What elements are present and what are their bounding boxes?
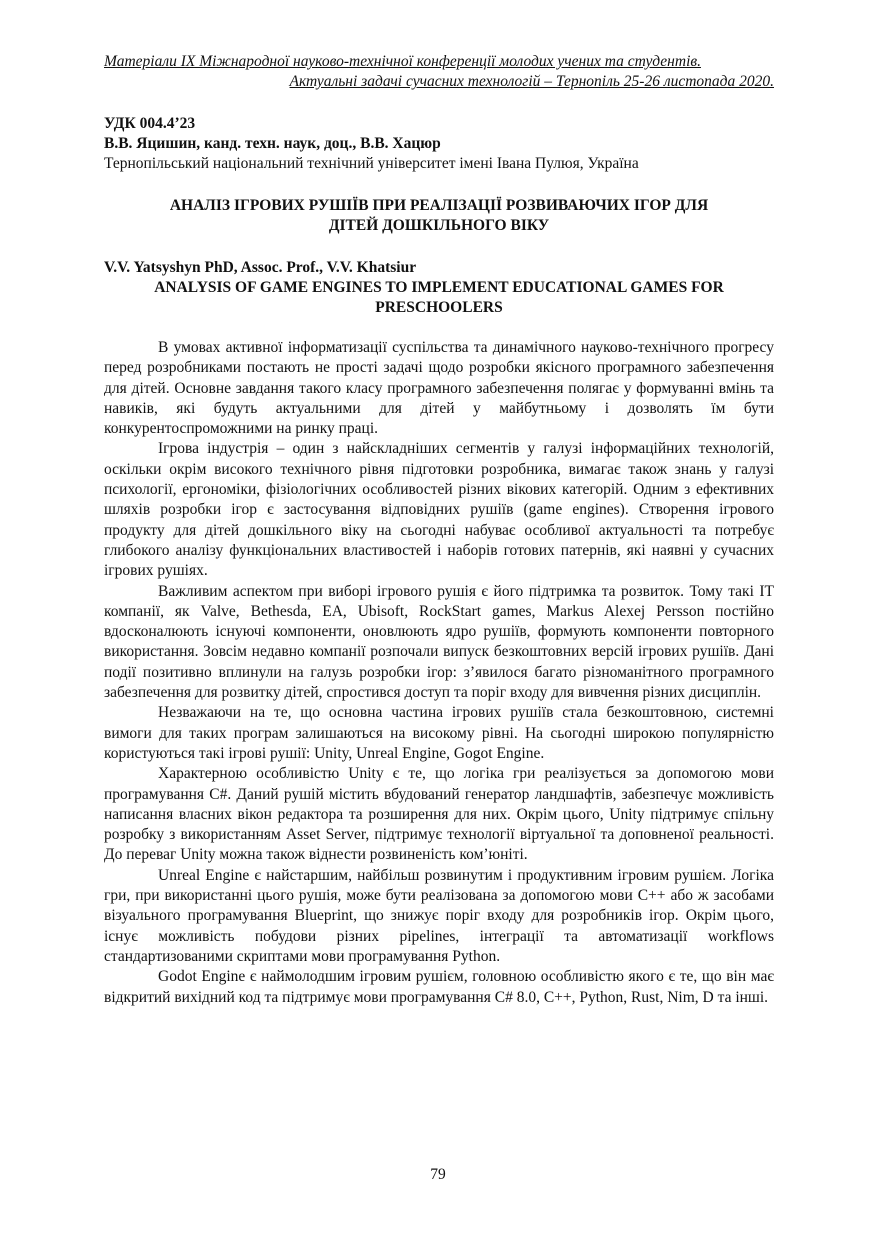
page-number: 79 xyxy=(430,1166,446,1183)
body-paragraph: Ігрова індустрія – один з найскладніших сегментів у галузі інформаційних технологій, оскільки окрім високого технічного рівня підготовки розробника, вимагає також знань у галузі психології, ергономіки, фізіологічних особливостей різних вікових категорій. Одним з ефективних шляхів розробки ігор є застосування відповідних рушіїв (game engines). Створення ігрового продукту для дітей дошкільного віку на сьогодні набуває особливої актуальності та потребує глибокого аналізу функціональних властивостей і наборів готових патернів, які наявні у сучасних ігрових рушіях. xyxy=(104,440,774,580)
body-paragraph: Важливим аспектом при виборі ігрового рушія є його підтримка та розвиток. Тому такі IT компанії, як Valve, Bethesda, EA, Ubisoft, RockStart games, Markus Alexej Persson постійно вдосконалюють існуючі компоненти, оновлюють ядро рушіїв, формують компоненти повторного використання. Зовсім недавно компанії розпочали випуск безкоштовних версій ігрових рушіїв. Дані події позитивно вплинули на галузь розробки ігор: з’явилося багато різноманітного програмного забезпечення для розвитку дітей, спростився доступ та поріг входу для вивчення різних дисциплін. xyxy=(104,582,774,702)
affiliation: Тернопільський національний технічний університет імені Івана Пулюя, Україна xyxy=(104,155,639,172)
body-paragraph: Unreal Engine є найстаршим, найбільш розвинутим і продуктивним ігровим рушієм. Логіка гри, при використанні цього рушія, може бути реалізована за допомогою мови C++ або ж засобами візуального програмування Blueprint, що знижує поріг входу для розробників ігор. Окрім цього, існує можливість побудови різних pipelines, інтеграції та автоматизації workflows стандартизованими скриптами мови програмування Python. xyxy=(104,866,774,965)
article-meta xyxy=(104,114,774,174)
title-english xyxy=(104,278,774,318)
udk-code: УДК 004.4’23 xyxy=(104,115,196,132)
article-body xyxy=(104,338,774,1008)
title-en-line: PRESCHOOLERS xyxy=(375,299,503,316)
title-en-line: ANALYSIS OF GAME ENGINES TO IMPLEMENT EDUCATIONAL GAMES FOR xyxy=(154,279,724,296)
title-ua-line: АНАЛІЗ ІГРОВИХ РУШІЇВ ПРИ РЕАЛІЗАЦІЇ РОЗВИВАЮЧИХ ІГОР ДЛЯ xyxy=(169,197,709,214)
header-conference-line: Матеріали IX Міжнародної науково-технічної конференції молодих учених та студентів. xyxy=(104,53,701,70)
header-location-line: Актуальні задачі сучасних технологій – Тернопіль 25-26 листопада 2020. xyxy=(289,73,774,90)
body-paragraph: В умовах активної інформатизації суспільства та динамічного науково-технічного прогресу перед розробниками постають не прості задачі щодо розробки якісного програмного забезпечення для дітей. Основне завдання такого класу програмного забезпечення полягає у формуванні вмінь та навиків, які будуть актуальними для дітей у майбутньому і дозволять їм бути конкурентоспроможними на ринку праці. xyxy=(104,339,774,438)
authors-english: V.V. Yatsyshyn PhD, Assoc. Prof., V.V. Khatsiur xyxy=(104,259,417,276)
body-paragraph: Незважаючи на те, що основна частина ігрових рушіїв стала безкоштовною, системні вимоги для таких програм залишаються на високому рівні. На сьогодні широкою популярністю користуються такі ігрові рушії: Unity, Unreal Engine, Gogot Engine. xyxy=(104,704,774,762)
title-ukrainian xyxy=(104,196,774,236)
body-paragraph: Характерною особливістю Unity є те, що логіка гри реалізується за допомогою мови програмування C#. Даний рушій містить вбудований генератор ландшафтів, забезпечує можливість написання власних вікон редактора та розширення для них. Окрім цього, Unity підтримує спільну розробку з використанням Asset Server, підтримує технології віртуальної та доповненої реальності. До переваг Unity можна також віднести розвиненість ком’юніті. xyxy=(104,765,774,864)
running-header xyxy=(104,52,774,92)
authors-ua: В.В. Яцишин, канд. техн. наук, доц., В.В. Хацюр xyxy=(104,135,441,152)
body-paragraph: Godot Engine є наймолодшим ігровим рушієм, головною особливістю якого є те, що він має відкритий вихідний код та підтримує мови програмування C# 8.0, C++, Python, Rust, Nim, D та інші. xyxy=(104,968,774,1006)
title-ua-line: ДІТЕЙ ДОШКІЛЬНОГО ВІКУ xyxy=(328,217,550,234)
